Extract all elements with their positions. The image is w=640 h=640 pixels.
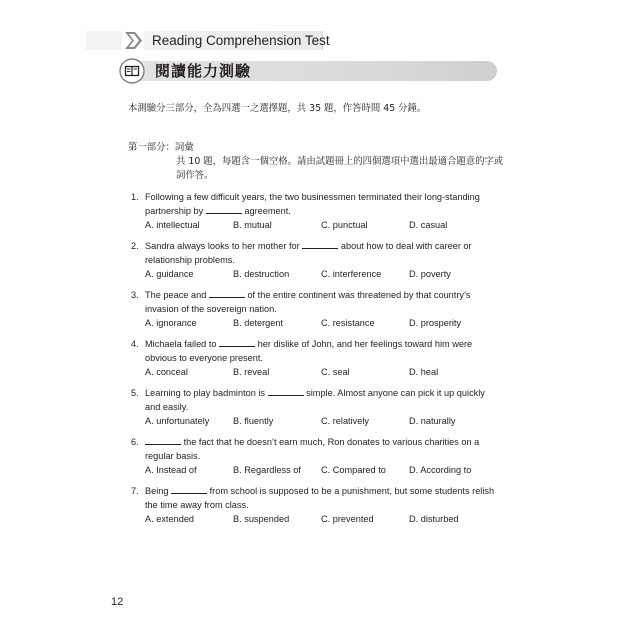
option-a: A. conceal [145, 367, 188, 377]
option-a: A. unfortunately [145, 416, 210, 426]
section-title: 閱讀能力測驗 [155, 62, 252, 80]
question-item [131, 386, 511, 428]
question-number: 6. [131, 437, 139, 447]
question-number: 3. [131, 290, 139, 300]
question-item [131, 337, 511, 379]
question-item [131, 190, 511, 232]
option-b: B. destruction [233, 269, 290, 279]
question-text: invasion of the sovereign nation. [145, 304, 277, 314]
question-text: Learning to play badminton is [145, 388, 266, 398]
question-text: relationship problems. [145, 255, 235, 265]
question-number: 5. [131, 388, 139, 398]
question-text: agreement. [244, 206, 291, 216]
option-a: A. guidance [145, 269, 194, 279]
answer-blank [145, 436, 181, 445]
part-description-line: 詞作答。 [176, 169, 214, 181]
question-item [131, 484, 511, 526]
options-row [131, 512, 511, 526]
question-text: and easily. [145, 402, 189, 412]
page-number: 12 [111, 596, 124, 608]
question-text: simple. Almost anyone can pick it up quickly [306, 388, 485, 398]
question-text: her dislike of John, and her feelings toward him were [257, 339, 473, 349]
option-a: A. intellectual [145, 220, 200, 230]
option-b: B. detergent [233, 318, 284, 328]
option-b: B. Regardless of [233, 465, 301, 475]
option-c: C. resistance [321, 318, 375, 328]
option-c: C. seal [321, 367, 350, 377]
question-number: 2. [131, 241, 139, 251]
option-c: C. prevented [321, 514, 374, 524]
question-number: 4. [131, 339, 139, 349]
option-b: B. reveal [233, 367, 270, 377]
question-text: Michaela failed to [145, 339, 217, 349]
part-description-line: 共 10 題，每題含一個空格。請由試題冊上的四個選項中選出最適合題意的字或 [176, 156, 504, 167]
answer-blank [219, 338, 255, 347]
options-row [131, 414, 511, 428]
option-b: B. fluently [233, 416, 274, 426]
options-row [131, 365, 511, 379]
options-row [131, 267, 511, 281]
option-a: A. ignorance [145, 318, 197, 328]
question-text: regular basis. [145, 451, 201, 461]
option-d: D. disturbed [409, 514, 459, 524]
answer-blank [209, 289, 245, 298]
option-c: C. relatively [321, 416, 369, 426]
option-d: D. heal [409, 367, 439, 377]
option-d: D. prosperity [409, 318, 462, 328]
option-c: C. interference [321, 269, 382, 279]
answer-blank [268, 387, 304, 396]
question-item [131, 288, 511, 330]
question-text: Following a few difficult years, the two businessmen terminated their long-standing [145, 192, 480, 202]
question-item [131, 435, 511, 477]
answer-blank [302, 240, 338, 249]
question-text: Being [145, 486, 169, 496]
question-text: the fact that he doesn’t earn much, Ron donates to various charities on a [183, 437, 480, 447]
options-row [131, 316, 511, 330]
options-row [131, 463, 511, 477]
part-description [128, 155, 513, 182]
question-number: 1. [131, 192, 139, 202]
option-d: D. poverty [409, 269, 451, 279]
question-text: The peace and [145, 290, 207, 300]
option-c: C. Compared to [321, 465, 386, 475]
option-a: A. extended [145, 514, 195, 524]
option-d: D. naturally [409, 416, 456, 426]
question-text: from school is supposed to be a punishment, but some students relish [209, 486, 495, 496]
question-text: partnership by [145, 206, 204, 216]
option-c: C. punctual [321, 220, 368, 230]
test-intro: 本測驗分三部分，全為四選一之選擇題，共 35 題，作答時間 45 分鐘。 [128, 103, 427, 114]
question-text: the time away from class. [145, 500, 249, 510]
answer-blank [171, 485, 207, 494]
question-number: 7. [131, 486, 139, 496]
option-b: B. suspended [233, 514, 290, 524]
option-d: D. According to [409, 465, 472, 475]
question-item [131, 239, 511, 281]
options-row [131, 218, 511, 232]
question-text: Sandra always looks to her mother for [145, 241, 300, 251]
question-text: obvious to everyone present. [145, 353, 263, 363]
chevron-right-icon [122, 31, 144, 50]
option-b: B. mutual [233, 220, 272, 230]
question-text: about how to deal with career or [340, 241, 472, 251]
book-icon [119, 58, 145, 84]
part-title: 第一部分：詞彙 [128, 142, 194, 153]
question-text: of the entire continent was threatened by that country’s [247, 290, 471, 300]
answer-blank [206, 205, 242, 214]
option-a: A. Instead of [145, 465, 197, 475]
option-d: D. casual [409, 220, 448, 230]
header-title: Reading Comprehension Test [152, 33, 330, 48]
